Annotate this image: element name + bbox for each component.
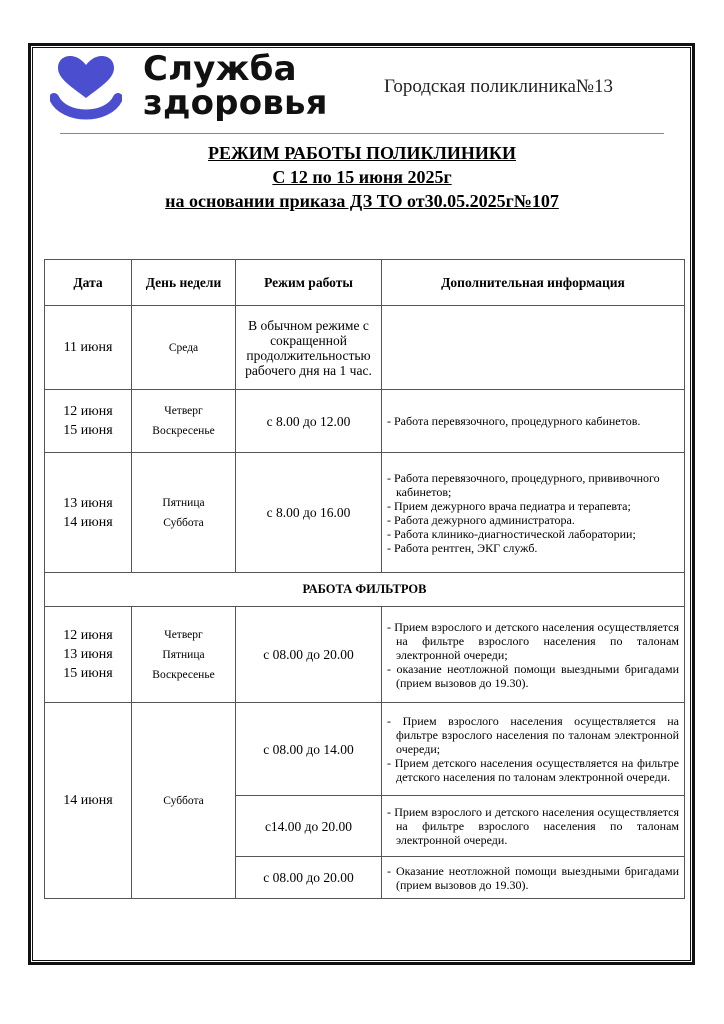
filters-banner: РАБОТА ФИЛЬТРОВ: [45, 573, 685, 607]
info-item: - оказание неотложной помощи выездными бригадами (прием вызовов до 19.30).: [387, 661, 679, 690]
mode-cell: с14.00 до 20.00: [236, 796, 382, 857]
date-cell: [45, 703, 132, 899]
info-item: - Прием взрослого и детского населения осуществляется на фильтре взрослого населения по талонам электронной очереди;: [387, 619, 679, 662]
column-header-weekday: День недели: [132, 260, 236, 306]
table-row: [45, 607, 685, 703]
mode-cell: с 08.00 до 14.00: [236, 703, 382, 796]
info-item: - Работа дежурного администратора.: [387, 512, 575, 527]
weekday: Пятница: [162, 496, 205, 509]
info-item: - Прием дежурного врача педиатра и терапевта;: [387, 498, 631, 513]
header-divider: [60, 133, 664, 134]
schedule-table: [44, 259, 685, 899]
weekday: Четверг: [164, 405, 203, 417]
mode-cell: с 8.00 до 16.00: [236, 453, 382, 573]
doc-title: РЕЖИМ РАБОТЫ ПОЛИКЛИНИКИ: [208, 143, 516, 163]
info-cell: [382, 796, 685, 857]
doc-basis: на основании приказа ДЗ ТО от30.05.2025г№107: [165, 191, 559, 211]
weekday-cell: [132, 390, 236, 453]
info-item: - Прием детского населения осуществляется на фильтре детского населения по талонам электронной очереди.: [387, 756, 679, 784]
info-cell: [382, 453, 685, 573]
info-item: - Прием взрослого и детского населения осуществляется на фильтре взрослого населения по талонам электронной очереди.: [387, 805, 679, 847]
date: 14 июня: [63, 793, 113, 808]
info-cell: [382, 607, 685, 703]
weekday-cell: [132, 703, 236, 899]
weekday: Четверг: [164, 628, 203, 641]
weekday-cell: [132, 306, 236, 390]
column-header-date: Дата: [45, 260, 132, 306]
info-item: - Работа перевязочного, процедурного кабинетов.: [387, 414, 641, 428]
date: 11 июня: [63, 340, 113, 355]
table-row: [45, 390, 685, 453]
weekday: Суббота: [163, 516, 204, 529]
date: 12 июня: [63, 404, 113, 419]
column-header-info: Дополнительная информация: [382, 260, 685, 306]
weekday-cell: [132, 607, 236, 703]
info-cell: [382, 857, 685, 899]
mode-cell: с 08.00 до 20.00: [236, 857, 382, 899]
date-cell: [45, 306, 132, 390]
info-item: - Работа рентген, ЭКГ служб.: [387, 540, 538, 555]
column-header-mode: Режим работы: [236, 260, 382, 306]
date: 15 июня: [63, 666, 113, 681]
mode-cell: с 8.00 до 12.00: [236, 390, 382, 453]
clinic-name: Городская поликлиника№13: [384, 76, 614, 97]
info-item: - Работа перевязочного, процедурного, прививочного кабинетов;: [387, 470, 660, 499]
weekday: Суббота: [163, 794, 204, 807]
logo-text-line2: здоровья: [143, 83, 328, 123]
table-header-row: [45, 260, 685, 306]
info-cell: [382, 703, 685, 796]
logo-text-line1: Служба: [143, 49, 297, 89]
date: 13 июня: [63, 495, 113, 511]
doc-period: С 12 по 15 июня 2025г: [272, 167, 452, 187]
table-row: [45, 453, 685, 573]
heart-smile-logo-icon: [50, 54, 122, 129]
date: 14 июня: [63, 514, 113, 530]
info-cell: [382, 306, 685, 390]
table-row: [45, 703, 685, 796]
info-cell: [382, 390, 685, 453]
date: 15 июня: [63, 423, 113, 438]
weekday: Пятница: [162, 648, 205, 661]
date-cell: [45, 390, 132, 453]
date: 12 июня: [63, 628, 113, 643]
weekday: Среда: [168, 341, 199, 354]
weekday: Воскресенье: [152, 668, 215, 681]
info-item: - Прием взрослого населения осуществляется на фильтре взрослого населения по талонам электронной очереди;: [387, 714, 679, 756]
table-row: [45, 306, 685, 390]
mode-cell: с 08.00 до 20.00: [236, 607, 382, 703]
date-cell: [45, 453, 132, 573]
filters-banner-row: [45, 573, 685, 607]
info-item: - Оказание неотложной помощи выездными бригадами (прием вызовов до 19.30).: [387, 863, 679, 892]
date: 13 июня: [63, 647, 113, 662]
date-cell: [45, 607, 132, 703]
mode-cell: В обычном режиме с сокращенной продолжительностью рабочего дня на 1 час.: [236, 306, 382, 390]
weekday-cell: [132, 453, 236, 573]
info-item: - Работа клинико-диагностической лаборатории;: [387, 526, 636, 541]
logo-text: [143, 49, 328, 123]
weekday: Воскресенье: [152, 425, 215, 437]
